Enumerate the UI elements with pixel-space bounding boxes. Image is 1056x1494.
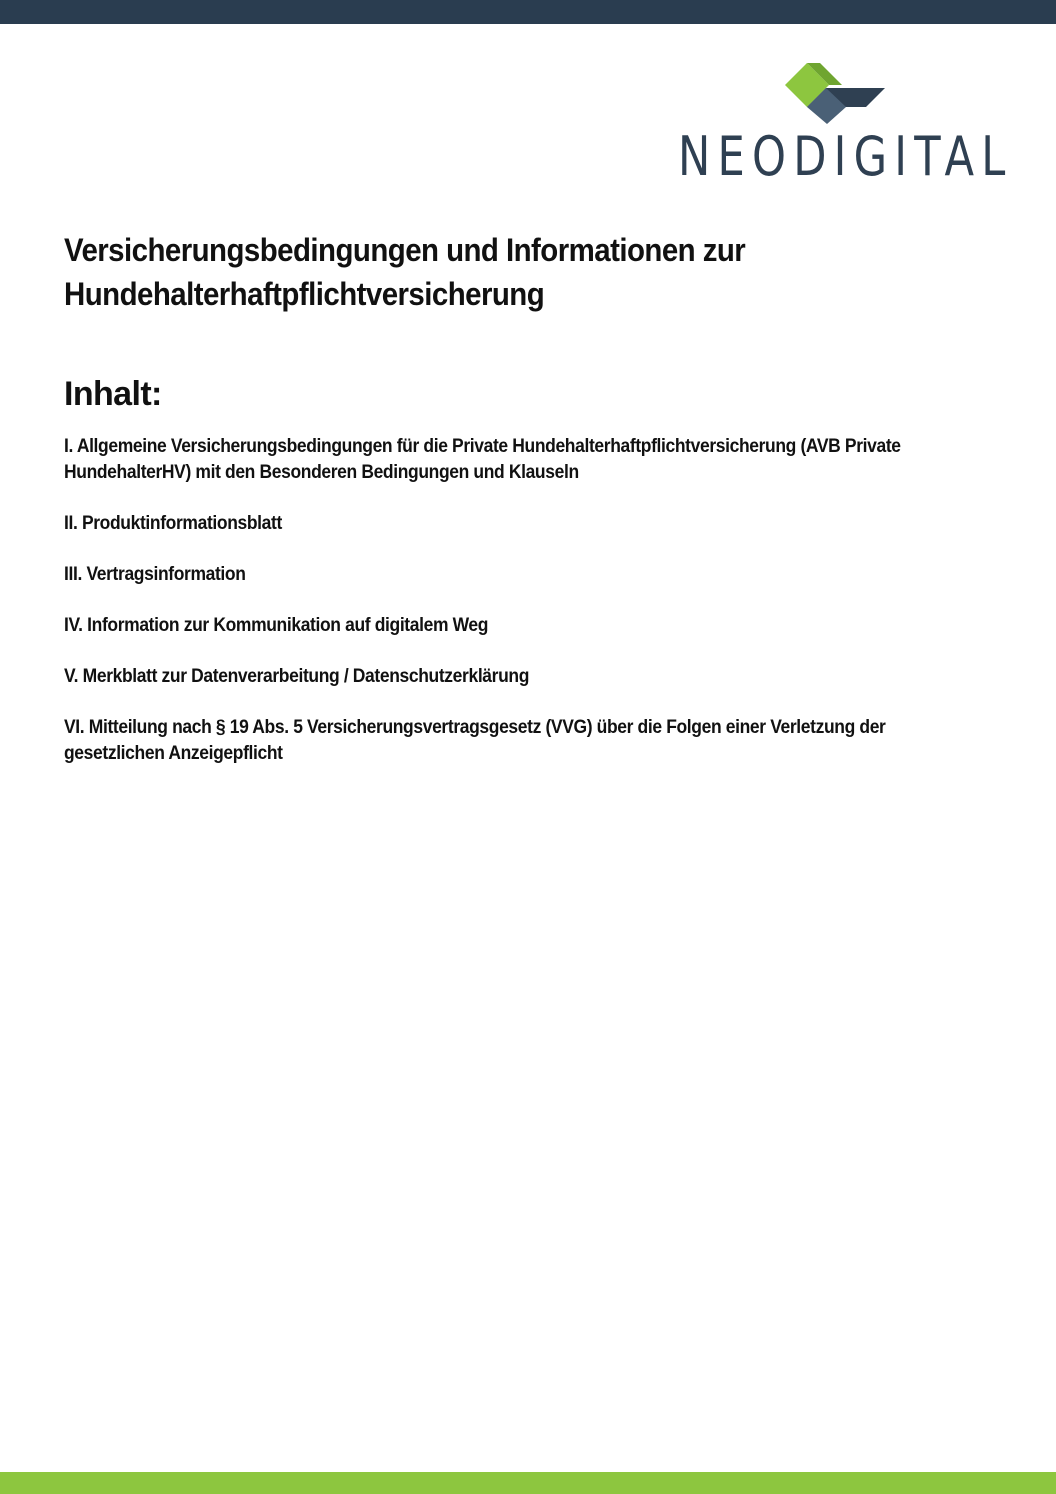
logo-mark-icon <box>676 60 1006 130</box>
toc-item: V. Merkblatt zur Datenverarbeitung / Datenschutzerklärung <box>64 666 530 687</box>
toc-item: II. Produktinformationsblatt <box>64 513 282 534</box>
toc-item: IV. Information zur Kommunikation auf digitalem Weg <box>64 615 489 636</box>
neodigital-logo <box>676 60 1013 195</box>
toc-item: I. Allgemeine Versicherungsbedingungen für die Private Hundehalterhaftpflichtversicherung (AVB Private HundehalterHV) mit den Besonderen Bedingungen und Klauseln <box>64 436 901 483</box>
table-of-contents <box>64 434 964 792</box>
toc-heading: Inhalt: <box>64 375 162 413</box>
document-title: Versicherungsbedingungen und Informationen zur Hundehalterhaftpflichtversicherung <box>64 232 746 312</box>
toc-item: III. Vertragsinformation <box>64 564 246 585</box>
top-header-bar <box>0 0 1056 24</box>
bottom-footer-bar <box>0 1472 1056 1494</box>
logo-wordmark: NEODIGITAL <box>678 125 1013 188</box>
toc-item: VI. Mitteilung nach § 19 Abs. 5 Versicherungsvertragsgesetz (VVG) über die Folgen einer Verletzung der gesetzlichen Anzeigepflicht <box>64 717 886 764</box>
document-content <box>64 228 964 764</box>
